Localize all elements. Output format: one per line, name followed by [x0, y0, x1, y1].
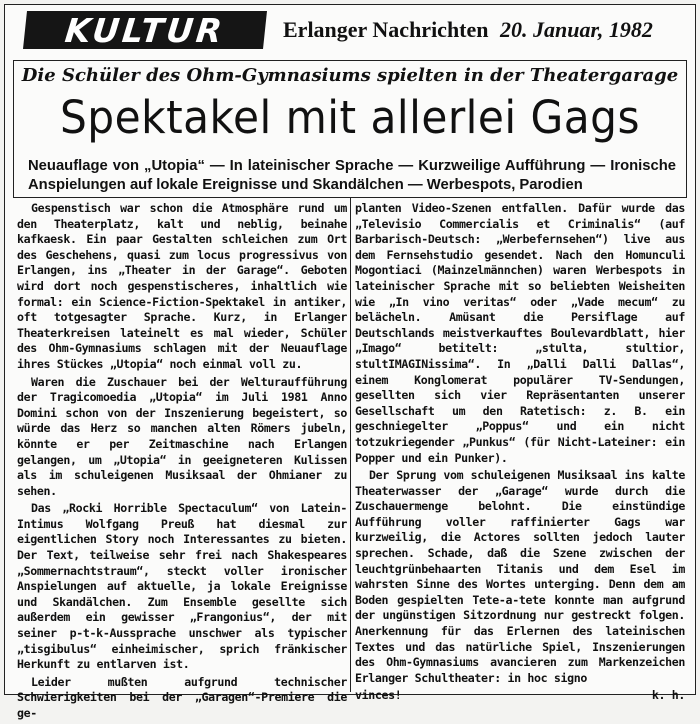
paragraph: Leider mußten aufgrund technischer Schwierigkeiten bei der „Garagen“-Premiere die ge-: [17, 674, 347, 720]
paragraph: Waren die Zuschauer bei der Welturaufführung der Tragicomoedia „Utopia“ im Juli 1981 Anno Domini schon von der Inszenierung begeistert, so würde das Herz so manchen alten Römers jubeln, könnte er per Zeitmaschine nach Erlangen gelangen, um „Utopia“ in geeigneteren Kulissen als im schuleigenen Musiksaal der Ohmianer zu sehen.: [17, 374, 347, 498]
paragraph: Das „Rocki Horrible Spectaculum“ von Latein-Intimus Wolfgang Preuß hat diesmal zur eigentlichen Story noch Interessantes zu bieten. Der Text, teilweise sehr frei nach Shakespeares „Sommernachtstraum“, steckt voller ironischer Anspielungen auf aktuelle, ja lokale Ereignisse und Skandälchen. Zum Ensemble gesellte sich außerdem ein gewisser „Frangonius“, der mit seiner p-t-k-Aussprache unschwer als typischer „tisgibulus“ einheimischer, sprich fränkischer Herkunft zu entlarven ist.: [17, 501, 347, 672]
publication-line: [283, 17, 653, 43]
headline-box: [13, 60, 687, 198]
newspaper-name: Erlanger Nachrichten: [283, 17, 489, 42]
headline: Spektakel mit allerlei Gags: [59, 91, 641, 144]
paragraph: Gespenstisch war schon die Atmosphäre rund um den Theaterplatz, kalt und neblig, beinahe kafkaesk. Ein paar Gestalten schleichen zum Ort des Geschehens, quasi zum locus progressivus von Erlangen, ins „Theater in der Garage“. Geboten wird dort noch gespenstischeres, inhaltlich wie formal: ein Science-Fiction-Spektakel in antiker, oft totgesagter Sprache. Kurz, in Erlanger Theaterkreisen lateinelt es mal wieder, Schüler des Ohm-Gymnasiums schlagen mit der Neuauflage ihres Stückes „Utopia“ noch einmal voll zu.: [17, 201, 347, 371]
column-divider: [350, 198, 351, 692]
deck: Neuauflage von „Utopia“ — In lateinischer Sprache — Kurzweilige Aufführung — Ironische Anspielungen auf lokale Ereignisse und Skandälchen — Werbespots, Parodien: [28, 158, 676, 193]
section-label: KULTUR: [23, 11, 267, 49]
masthead: [5, 5, 695, 55]
signature-line: [355, 688, 685, 704]
kicker: Die Schüler des Ohm-Gymnasiums spielten in der Theatergarage: [21, 65, 679, 86]
right-column: [355, 201, 685, 704]
publication-date: 20. Januar, 1982: [500, 17, 653, 42]
paragraph: Der Sprung vom schuleigenen Musiksaal ins kalte Theaterwasser der „Garage“ wurde durch die Zuschauermenge belohnt. Die einstündige Aufführung voller raffinierter Gags war kurzweilig, die Actores sollten jedoch lauter sprechen. Schade, daß die Szene zwischen der leuchtgrünbehaarten Titanis und dem Esel im wahrsten Sinne des Wortes unterging. Denn dem am Boden gespielten Tete-a-tete konnte man aufgrund der ungünstigen Sitzordnung nur gestreckt folgen. Anerkennung für das Erlernen des lateinischen Textes und das natürliche Spiel, Inszenierungen des Ohm-Gymnasiums avancieren zum Markenzeichen Erlanger Schultheater: in hoc signo: [355, 468, 685, 685]
article-body: [13, 197, 687, 720]
left-column: [17, 201, 347, 724]
paragraph: planten Video-Szenen entfallen. Dafür wurde das „Televisio Commercialis et Criminalis“ (auf Barbarisch-Deutsch: „Werbefernsehen“) live aus dem Fernsehstudio gesendet. Nach den Homunculi Mogontiaci (Mainzelmännchen) waren Werbespots in lateinischer Sprache mit so beliebten Weisheiten wie „In vino veritas“ oder „Vade mecum“ zu belächeln. Amüsant die Persiflage auf Deutschlands meistverkauftes Boulevardblatt, hier „Imago“ betitelt: „stulta, stultior, stultIMAGINissima“. In „Dalli Dalli Dallas“, einem Konglomerat populärer TV-Sendungen, gesellten sich vier Repräsentanten unserer Gesellschaft um den Ratetisch: z. B. ein geschniegelter „Poppus“ und ein nicht totzukriegender „Punkus“ (für Nicht-Lateiner: ein Popper und ein Punker).: [355, 201, 685, 465]
closing-text: vinces!: [355, 688, 402, 703]
newspaper-clipping: [4, 4, 696, 720]
author-initials: k. h.: [651, 688, 685, 703]
